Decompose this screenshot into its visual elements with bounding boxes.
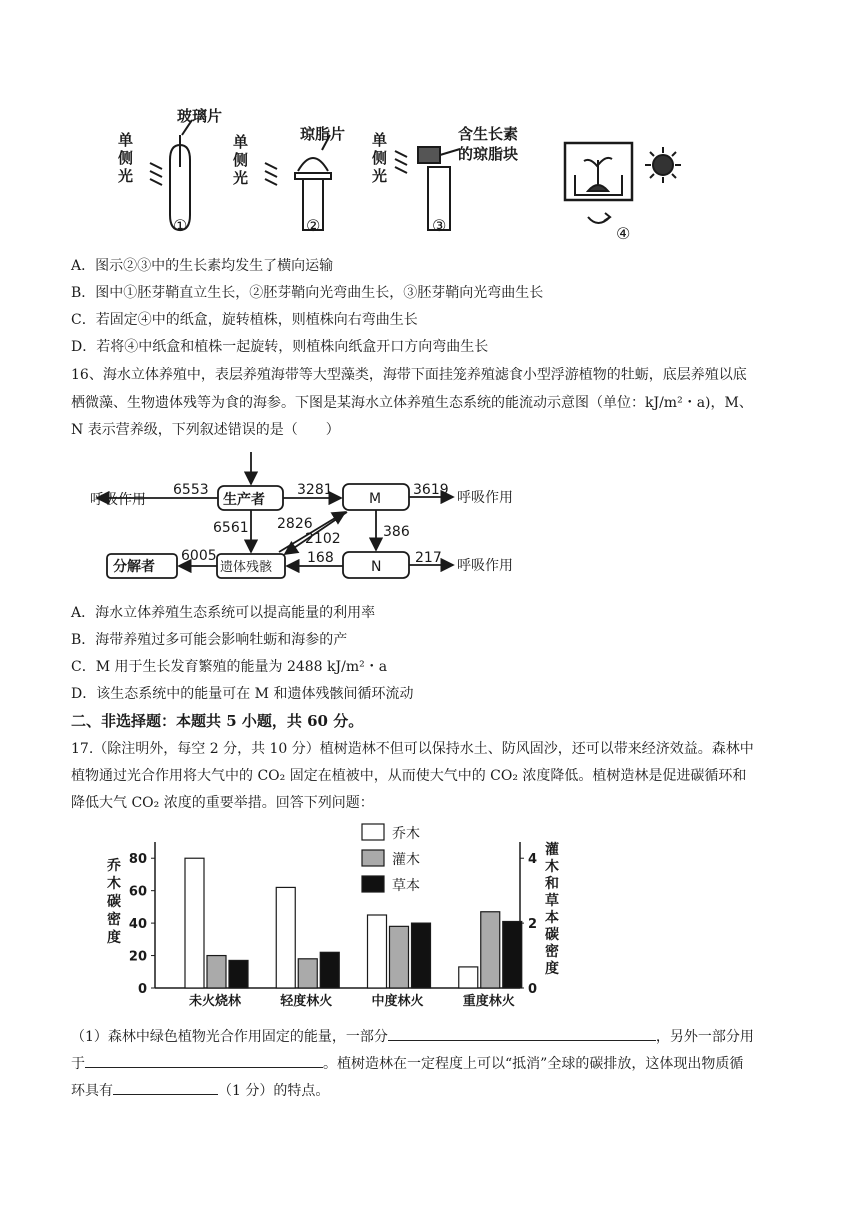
q17-sub1-part-d: 。植树造林在一定程度上可以“抵消”全球的碳排放，这体现出物质循 — [323, 1056, 744, 1072]
q17-sub1-part-f: （1 分）的特点。 — [218, 1083, 330, 1099]
right-axis-label-char: 灌 — [545, 842, 559, 858]
bar-shrub — [390, 926, 409, 988]
legend-swatch — [362, 876, 384, 892]
right-axis-label-char: 木 — [545, 859, 559, 875]
value-producer-to-m: 3281 — [297, 482, 333, 498]
value-producer-to-remains: 6561 — [213, 520, 249, 536]
answer-blank-2[interactable] — [85, 1053, 323, 1068]
q16-option-d: D．该生态系统中的能量可在 M 和遗体残骸间循环流动 — [71, 686, 414, 702]
side-light-3c: 光 — [372, 167, 388, 185]
q17-stem-line1: 17.（除注明外，每空 2 分，共 10 分）植树造林不但可以保持水土、防风固沙，还可以带来经济效益。森林中 — [71, 741, 754, 757]
value-n-to-remains: 168 — [307, 550, 334, 566]
right-axis-label-char: 碳 — [545, 927, 559, 943]
category-label: 轻度林火 — [280, 994, 333, 1009]
q16-option-b: B．海带养殖过多可能会影响牡蛎和海参的产 — [71, 632, 348, 648]
tropism-figure — [110, 105, 710, 245]
q16-stem-line3: N 表示营养级，下列叙述错误的是（ ） — [71, 422, 340, 438]
q17-stem-line2: 植物通过光合作用将大气中的 CO₂ 固定在植被中，从而使大气中的 CO₂ 浓度降低。植树造林是促进碳循环和 — [71, 768, 747, 784]
right-axis-label-char: 密 — [545, 944, 559, 960]
left-tick-label: 60 — [128, 884, 147, 900]
q16-stem-line2: 栖微藻、生物遗体残等为食的海参。下图是某海水立体养殖生态系统的能流动示意图（单位：kJ/m²・a)，M、 — [71, 395, 753, 411]
left-tick-label: 80 — [128, 852, 147, 868]
bar-herb — [412, 923, 431, 988]
side-light-2a: 单 — [233, 133, 249, 151]
legend-label: 草本 — [392, 878, 420, 894]
side-light-3a: 单 — [372, 131, 388, 149]
setup-number-4: ④ — [616, 224, 631, 243]
q17-sub1-line1 — [71, 1026, 754, 1046]
section2-title: 二、非选择题：本题共 5 小题，共 60 分。 — [71, 712, 364, 730]
right-axis-label-char: 本 — [545, 910, 559, 926]
glass-label: 玻璃片 — [177, 107, 223, 125]
side-light-2c: 光 — [233, 169, 249, 187]
setup-number-2: ② — [306, 216, 321, 235]
setup-number-1: ① — [173, 216, 188, 235]
category-label: 中度林火 — [371, 994, 424, 1009]
q17-sub1-part-a: （1）森林中绿色植物光合作用固定的能量，一部分 — [71, 1029, 388, 1045]
legend-label: 灌木 — [392, 852, 420, 868]
q15-option-d: D．若将④中纸盒和植株一起旋转，则植株向纸盒开口方向弯曲生长 — [71, 339, 489, 355]
right-tick-label: 0 — [528, 982, 538, 997]
category-label: 未火烧林 — [188, 994, 242, 1009]
side-light-1a: 单 — [118, 131, 134, 149]
right-tick-label: 4 — [528, 852, 538, 868]
decomposer-node: 分解者 — [113, 559, 155, 575]
bar-shrub — [481, 912, 500, 988]
q17-stem-line3: 降低大气 CO₂ 浓度的重要举措。回答下列问题： — [71, 795, 374, 811]
producer-node: 生产者 — [223, 492, 265, 508]
left-axis-label-char: 度 — [107, 930, 121, 946]
value-m-to-n: 386 — [383, 524, 410, 540]
auxin-agar-label-2: 的琼脂块 — [458, 145, 519, 163]
m-node: M — [369, 491, 382, 507]
bar-tree — [459, 967, 478, 988]
answer-blank-3[interactable] — [113, 1080, 218, 1095]
bar-herb — [503, 921, 522, 988]
energy-flow-diagram — [85, 450, 555, 585]
value-m-to-remains: 2102 — [305, 531, 341, 547]
side-light-1b: 侧 — [118, 149, 134, 167]
value-m-resp: 3619 — [413, 482, 449, 498]
legend-swatch — [362, 850, 384, 866]
answer-blank-1[interactable] — [388, 1026, 656, 1041]
q16-stem-line1: 16、海水立体养殖中，表层养殖海带等大型藻类，海带下面挂笼养殖滤食小型浮游植物的牡蛎，底层养殖以底 — [71, 367, 747, 383]
left-tick-label: 40 — [128, 917, 147, 933]
q17-sub1-part-e: 环具有 — [71, 1083, 113, 1099]
respiration-label-producer: 呼吸作用 — [90, 492, 146, 508]
legend-label: 乔木 — [392, 826, 420, 842]
agar-label: 琼脂片 — [300, 125, 346, 143]
bar-shrub — [298, 959, 317, 988]
right-tick-label: 2 — [528, 917, 538, 933]
q15-option-b: B．图中①胚芽鞘直立生长，②胚芽鞘向光弯曲生长，③胚芽鞘向光弯曲生长 — [71, 285, 544, 301]
right-axis-label-char: 和 — [545, 876, 559, 892]
q16-option-c: C．M 用于生长发育繁殖的能量为 2488 kJ/m²・a — [71, 659, 388, 675]
bar-tree — [185, 858, 204, 988]
q17-sub1-part-b: ，另外一部分用 — [655, 1029, 754, 1045]
q17-sub1-line3 — [71, 1080, 329, 1100]
value-producer-resp: 6553 — [173, 482, 209, 498]
left-tick-label: 0 — [137, 982, 147, 997]
q17-sub1-part-c: 于 — [71, 1056, 85, 1072]
remains-node: 遗体残骸 — [220, 560, 273, 575]
left-axis-label-char: 碳 — [107, 894, 121, 910]
bar-tree — [276, 887, 295, 988]
left-tick-label: 20 — [128, 949, 147, 965]
bar-tree — [368, 915, 387, 988]
bar-shrub — [207, 956, 226, 988]
side-light-1c: 光 — [118, 167, 134, 185]
respiration-label-n: 呼吸作用 — [457, 558, 513, 574]
right-axis-label-char: 度 — [545, 961, 559, 977]
respiration-label-m: 呼吸作用 — [457, 490, 513, 506]
value-remains-to-decomposer: 6005 — [181, 548, 217, 564]
q15-option-c: C．若固定④中的纸盒，旋转植株，则植株向右弯曲生长 — [71, 312, 418, 328]
carbon-density-chart — [100, 820, 570, 1020]
n-node: N — [371, 559, 382, 575]
q17-sub1-line2 — [71, 1053, 743, 1073]
left-axis-label-char: 乔 — [107, 858, 121, 874]
right-axis-label-char: 草 — [545, 893, 559, 909]
setup-number-3: ③ — [432, 216, 447, 235]
legend-swatch — [362, 824, 384, 840]
bar-herb — [320, 952, 339, 988]
q15-option-a: A．图示②③中的生长素均发生了横向运输 — [71, 258, 334, 274]
side-light-2b: 侧 — [233, 151, 249, 169]
q16-option-a: A．海水立体养殖生态系统可以提高能量的利用率 — [71, 605, 376, 621]
side-light-3b: 侧 — [372, 149, 388, 167]
value-remains-to-m: 2826 — [277, 516, 313, 532]
category-label: 重度林火 — [462, 994, 515, 1009]
value-n-resp: 217 — [415, 550, 442, 566]
left-axis-label-char: 木 — [107, 876, 121, 892]
auxin-agar-label-1: 含生长素 — [458, 125, 519, 143]
left-axis-label-char: 密 — [107, 912, 121, 928]
bar-herb — [229, 960, 248, 988]
